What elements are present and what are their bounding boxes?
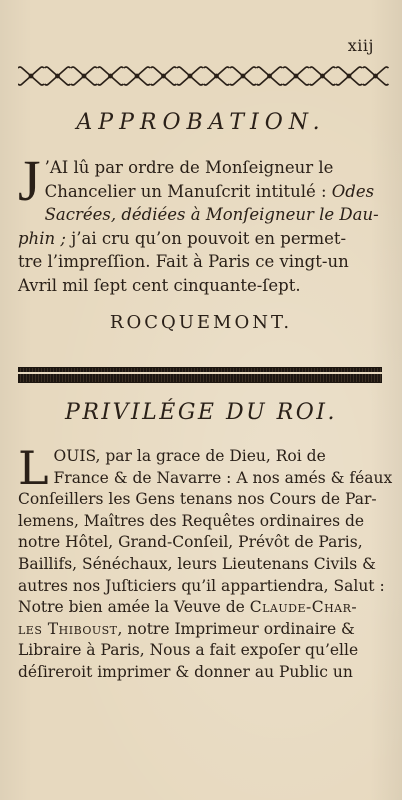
- text-line: [18, 250, 378, 274]
- text-line: [18, 576, 385, 598]
- page-number: xiij: [347, 36, 374, 55]
- text-line: [18, 489, 382, 511]
- ornament-dot: [215, 74, 218, 77]
- ornament-dot: [294, 74, 297, 77]
- approbation-signature: ROCQUEMONT.: [109, 312, 293, 333]
- text-line: [18, 156, 378, 180]
- text-line: [18, 554, 382, 576]
- approbation-text: [18, 148, 379, 297]
- text-segment: Libraire à Paris, Nous a fait expoſer qu’elle: [18, 641, 359, 660]
- text-line: [18, 468, 393, 490]
- section-divider-gap: [18, 372, 382, 374]
- privilege-dropcap: L: [18, 441, 49, 495]
- ornament-dot: [241, 74, 244, 77]
- text-line: [18, 274, 378, 298]
- text-line: [18, 203, 378, 227]
- text-line: [18, 511, 382, 533]
- privilege-title: PRIVILÉGE DU ROI.: [65, 400, 337, 425]
- small-caps-name: les Thiboust: [18, 619, 118, 638]
- ornament-dot: [29, 74, 32, 77]
- text-segment: j’ai cru qu’on pouvoit en permet-: [65, 228, 347, 248]
- text-segment: notre Hôtel, Grand-Conſeil, Prévôt de Paris,: [18, 533, 363, 552]
- ornament-dot: [374, 74, 377, 77]
- text-segment: France & de Navarre : A nos amés & féaux: [53, 468, 393, 487]
- ornament-dot: [347, 74, 350, 77]
- text-segment: lemens, Maîtres des Requêtes ordinaires de: [18, 511, 365, 530]
- section-divider-rule: [18, 367, 382, 383]
- text-segment: tre l’impreſſion. Fait à Paris ce vingt-un: [18, 252, 349, 271]
- text-line: [18, 662, 382, 684]
- ornament-dot: [109, 74, 112, 77]
- text-line: [18, 640, 382, 662]
- approbation-dropcap: J: [18, 148, 41, 213]
- italic-text: Sacrées, dédiées à Monſeigneur le Dau-: [44, 205, 379, 224]
- text-line: [18, 227, 378, 251]
- ornament-dot: [162, 74, 165, 77]
- text-segment: autres nos Juſticiers qu’il appartiendra, Salut :: [18, 576, 385, 595]
- ornament-dot: [56, 74, 59, 77]
- text-segment: Conſeillers les Gens tenans nos Cours de Par-: [18, 490, 377, 509]
- text-line: [18, 446, 382, 468]
- ornament-dot: [268, 74, 271, 77]
- text-line: [18, 180, 378, 204]
- text-segment: ’AI lû par ordre de Monſeigneur le: [44, 158, 334, 177]
- italic-text: Odes: [331, 181, 375, 201]
- text-line: [18, 619, 382, 641]
- text-segment: déſireroit imprimer & donner au Public un: [18, 662, 353, 681]
- text-line: [18, 532, 382, 554]
- decorative-ornament-band: [18, 64, 390, 88]
- ornament-dot: [321, 74, 324, 77]
- ornament-dot: [135, 74, 138, 77]
- approbation-title: APPROBATION.: [76, 110, 326, 135]
- ornament-dot: [188, 74, 191, 77]
- text-segment: Chancelier un Manuſcrit intitulé :: [44, 181, 332, 201]
- text-segment: Notre bien amée la Veuve de: [18, 598, 250, 617]
- text-segment: Avril mil ſept cent cinquante-ſept.: [18, 275, 301, 295]
- privilege-text: [18, 441, 393, 684]
- text-segment: , notre Imprimeur ordinaire &: [117, 619, 355, 638]
- text-segment: OUIS, par la grace de Dieu, Roi de: [53, 447, 326, 465]
- small-caps-name: Claude-Char-: [249, 598, 358, 617]
- text-segment: Baillifs, Sénéchaux, leurs Lieutenans Civils &: [18, 554, 376, 573]
- italic-text: phin ;: [18, 228, 66, 248]
- ornament-dot: [82, 74, 85, 77]
- text-line: [18, 597, 382, 619]
